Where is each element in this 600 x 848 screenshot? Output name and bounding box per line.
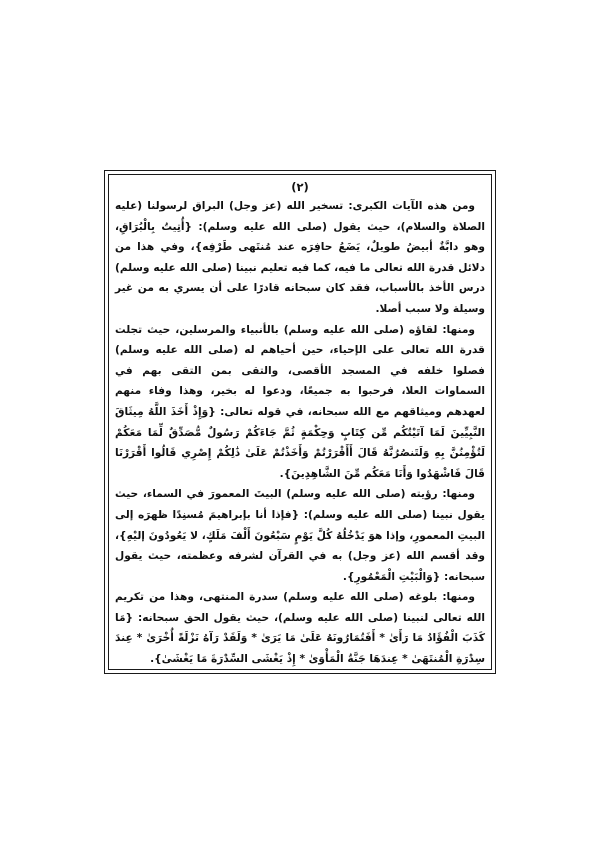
page-border-outer <box>104 170 496 674</box>
page-border-inner <box>108 174 492 670</box>
paragraph-bayt-al-mamur: ومنها: رؤيته (صلى الله عليه وسلم) البيتَ المعمورَ في السماء، حيث يقول نبينا (صلى الله عليه وسلم): {فإذا أنا بإبراهيمَ مُسنِدًا ظهرَه إلى البيتِ المعمورِ، وإذا هوَ يَدْخُلُهُ كُلَّ يَوْمٍ سَبْعُونَ أَلْفَ مَلَكٍ، لا يَعُودُونَ إليْهِ}، وقد أقسم الله (عز وجل) به في القرآن لشرفه وعظمته، حيث يقول سبحانه: {وَالْبَيْتِ الْمَعْمُورِ}. <box>115 488 485 583</box>
page-number: (٢) <box>291 180 309 194</box>
paragraph-buraq: ومن هذه الآيات الكبرى: تسخير الله (عز وجل) البراق لرسولنا (عليه الصلاة والسلام)، حيث يقول (صلى الله عليه وسلم): {أُتِيتُ بِالْبُرَاقِ، وهو دابَّةٌ أبيضُ طويلٌ، يَضَعُ حافِرَه عند مُنتَهى طَرْفِه}، وفي هذا من دلائل قدرة الله تعالى ما فيه، كما فيه تعليم نبينا (صلى الله عليه وسلم) درس الأخذ بالأسباب، فقد كان سبحانه قادرًا على أن يسري به من غير وسيلة ولا سبب أصلا. <box>115 200 485 315</box>
paragraph-prophets-meeting: ومنها: لقاؤه (صلى الله عليه وسلم) بالأنبياء والمرسلين، حيث تجلت قدرة الله تعالى على الإحياء، حين أحياهم له (صلى الله عليه وسلم) فصلوا خلفه في المسجد الأقصى، والتقى بمن التقى بهم في السماوات العلا، فرحبوا به جميعًا، ودعوا له بخير، وهذا وفاء منهم لعهدهم وميثاقهم مع الله سبحانه، في قوله تعالى: {وَإِذْ أَخَذَ اللَّهُ مِيثَاقَ النَّبِيِّينَ لَمَا آتَيْتُكُم مِّن كِتَابٍ وَحِكْمَةٍ ثُمَّ جَاءَكُمْ رَسُولٌ مُّصَدِّقٌ لِّمَا مَعَكُمْ لَتُؤْمِنُنَّ بِهِ وَلَتَنصُرُنَّهُ قَالَ أَأَقْرَرْتُمْ وَأَخَذْتُمْ عَلَىٰ ذَٰلِكُمْ إِصْرِي قَالُوا أَقْرَرْنَا قَالَ فَاشْهَدُوا وَأَنَا مَعَكُم مِّنَ الشَّاهِدِينَ}. <box>115 323 485 480</box>
paragraph-sidrat-al-muntaha: ومنها: بلوغه (صلى الله عليه وسلم) سدرة المنتهى، وهذا من تكريم الله تعالى لنبينا (صلى الله عليه وسلم)، حيث يقول الحق سبحانه: {مَا كَذَبَ الْفُؤَادُ مَا رَأَىٰ * أَفَتُمَارُونَهُ عَلَىٰ مَا يَرَىٰ * وَلَقَدْ رَآهُ نَزْلَةً أُخْرَىٰ * عِندَ سِدْرَةِ الْمُنتَهَىٰ * عِندَهَا جَنَّةُ الْمَأْوَىٰ * إِذْ يَغْشَى السِّدْرَةَ مَا يَغْشَىٰ}. <box>115 591 485 666</box>
